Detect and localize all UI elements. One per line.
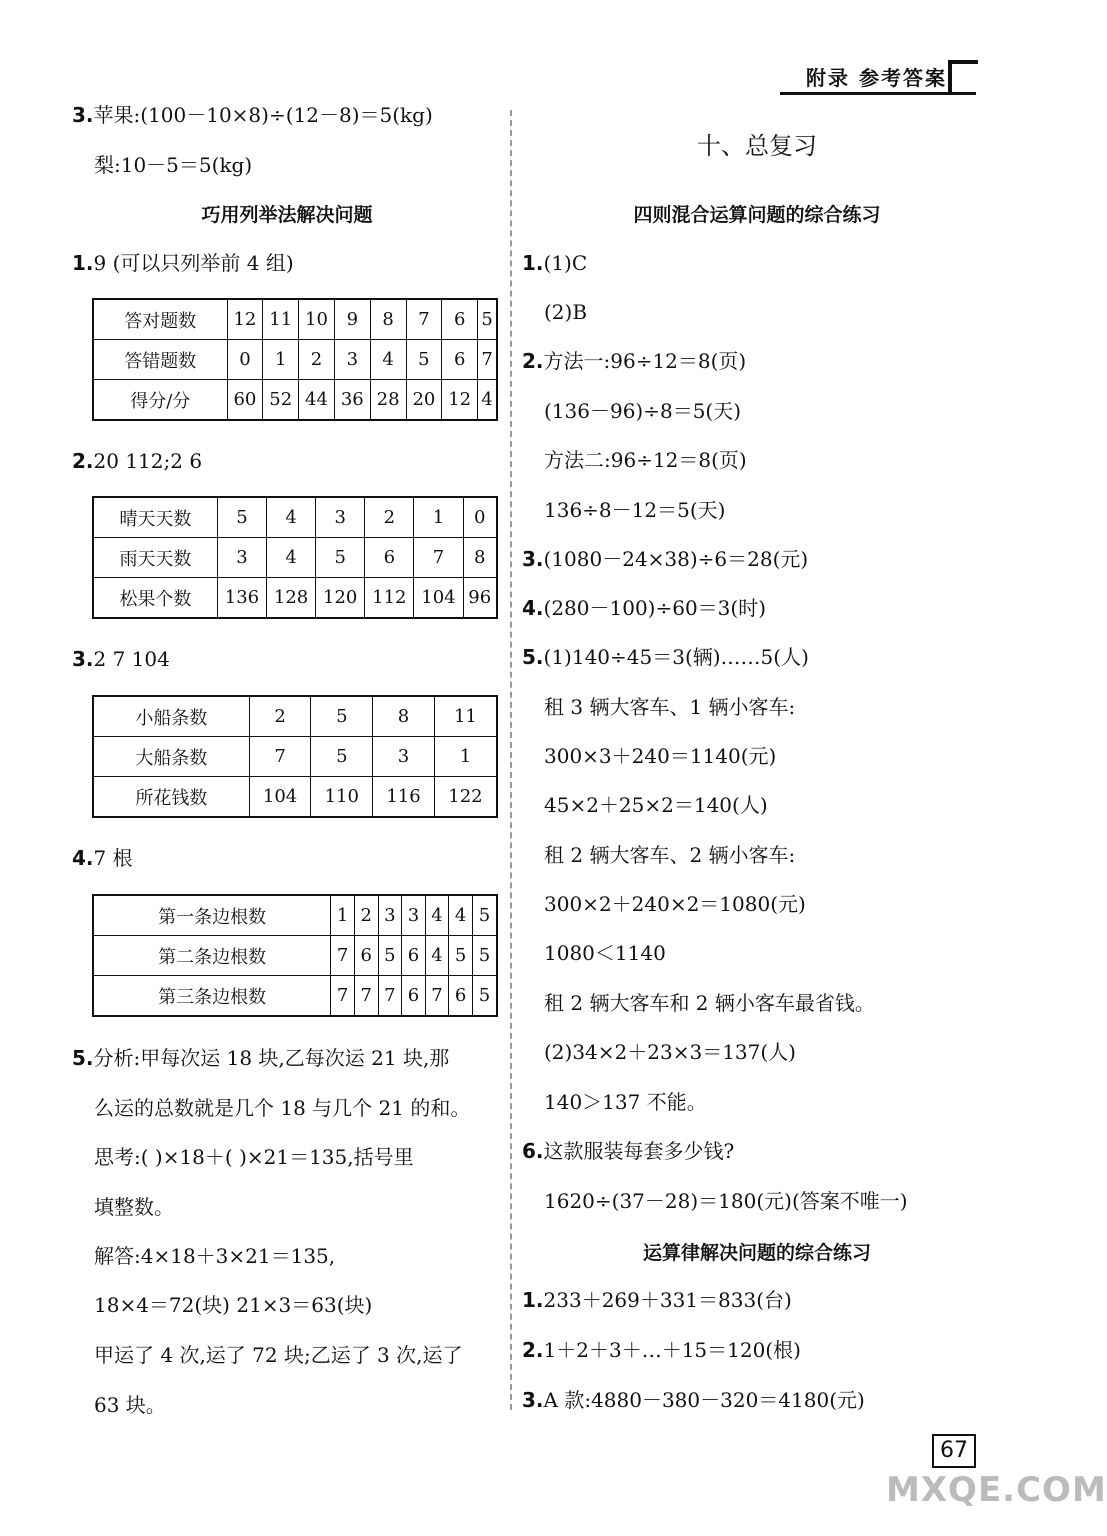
table-cell: 7 xyxy=(354,976,378,1017)
table-cell: 6 xyxy=(354,936,378,976)
table-cell: 44 xyxy=(299,380,335,421)
answer-line: 1.(1)C xyxy=(522,251,588,275)
answer-line: 1.233＋269＋331＝833(台) xyxy=(522,1288,792,1312)
answer-line: 租 3 辆大客车、1 辆小客车: xyxy=(544,695,796,719)
table-cell: 104 xyxy=(414,578,463,619)
table-cell: 6 xyxy=(442,299,478,340)
header-rule xyxy=(780,92,976,95)
row-header-cell: 晴天天数 xyxy=(93,497,217,538)
table-cell: 7 xyxy=(378,976,402,1017)
table-cell: 60 xyxy=(227,380,263,421)
table-cell: 2 xyxy=(354,895,378,936)
table-row xyxy=(93,299,497,340)
row-header-cell: 答错题数 xyxy=(93,340,227,380)
answer-line: 3.苹果:(100－10×8)÷(12－8)＝5(kg) xyxy=(72,103,433,127)
row-header-cell: 所花钱数 xyxy=(93,777,249,818)
answer-table-1 xyxy=(92,298,498,421)
watermark-logo: MXQE.COM xyxy=(886,1470,1107,1510)
answer-line: 甲运了 4 次,运了 72 块;乙运了 3 次,运了 xyxy=(94,1343,463,1367)
table-row xyxy=(93,737,497,777)
answer-line: 3.(1080－24×38)÷6＝28(元) xyxy=(522,547,809,571)
table-cell: 5 xyxy=(472,895,497,936)
table-cell: 11 xyxy=(263,299,299,340)
answer-line: 6.这款服装每套多少钱? xyxy=(522,1139,735,1163)
answer-line: 140＞137 不能。 xyxy=(544,1090,707,1114)
table-cell: 7 xyxy=(414,538,463,578)
answer-line: 2.方法一:96÷12＝8(页) xyxy=(522,349,747,373)
table-cell: 3 xyxy=(316,497,365,538)
table-cell: 3 xyxy=(402,895,426,936)
table-cell: 9 xyxy=(334,299,370,340)
table-cell: 7 xyxy=(478,340,497,380)
answer-line: 方法二:96÷12＝8(页) xyxy=(544,448,747,472)
table-cell: 2 xyxy=(299,340,335,380)
table-cell: 12 xyxy=(442,380,478,421)
answer-line: 3.2 7 104 xyxy=(72,647,170,671)
answer-line: (136－96)÷8＝5(天) xyxy=(544,399,742,423)
table-cell: 4 xyxy=(449,895,473,936)
row-header-cell: 大船条数 xyxy=(93,737,249,777)
table-row xyxy=(93,538,497,578)
answer-line: 2.20 112;2 6 xyxy=(72,449,203,473)
table-cell: 12 xyxy=(227,299,263,340)
table-row xyxy=(93,497,497,538)
answer-table-2 xyxy=(92,496,498,619)
table-cell: 11 xyxy=(434,696,497,737)
table-row xyxy=(93,777,497,818)
answer-line: 5.分析:甲每次运 18 块,乙每次运 21 块,那 xyxy=(72,1046,450,1070)
row-header-cell: 第一条边根数 xyxy=(93,895,331,936)
corner-mark-icon xyxy=(948,60,978,94)
table-cell: 116 xyxy=(373,777,435,818)
table-cell: 6 xyxy=(402,936,426,976)
table-cell: 128 xyxy=(267,578,316,619)
table-cell: 5 xyxy=(478,299,497,340)
row-header-cell: 松果个数 xyxy=(93,578,217,619)
table-cell: 20 xyxy=(406,380,442,421)
table-cell: 1 xyxy=(331,895,355,936)
table-cell: 3 xyxy=(334,340,370,380)
table-cell: 2 xyxy=(249,696,311,737)
table-cell: 5 xyxy=(449,936,473,976)
table-cell: 6 xyxy=(442,340,478,380)
row-header-cell: 得分/分 xyxy=(93,380,227,421)
table-cell: 3 xyxy=(217,538,266,578)
table-cell: 36 xyxy=(334,380,370,421)
table-row xyxy=(93,380,497,421)
answer-line: 梨:10－5＝5(kg) xyxy=(94,153,253,177)
answer-table-3 xyxy=(92,695,498,818)
table-cell: 6 xyxy=(402,976,426,1017)
table-cell: 2 xyxy=(365,497,414,538)
page-number: 67 xyxy=(932,1434,976,1468)
table-cell: 7 xyxy=(331,976,355,1017)
answer-line: 300×2＋240×2＝1080(元) xyxy=(544,892,806,916)
table-cell: 4 xyxy=(478,380,497,421)
table-cell: 120 xyxy=(316,578,365,619)
answer-line: 思考:( )×18＋( )×21＝135,括号里 xyxy=(94,1145,414,1169)
table-cell: 10 xyxy=(299,299,335,340)
table-cell: 112 xyxy=(365,578,414,619)
answer-line: 填整数。 xyxy=(94,1195,174,1219)
table-cell: 5 xyxy=(217,497,266,538)
answer-line: 136÷8－12＝5(天) xyxy=(544,498,726,522)
table-cell: 104 xyxy=(249,777,311,818)
column-divider xyxy=(510,110,512,1410)
table-row xyxy=(93,976,497,1017)
answer-line: (2)B xyxy=(544,300,588,324)
answer-line: 1.9 (可以只列举前 4 组) xyxy=(72,251,294,275)
row-header-cell: 雨天天数 xyxy=(93,538,217,578)
row-header-cell: 第三条边根数 xyxy=(93,976,331,1017)
table-cell: 5 xyxy=(472,976,497,1017)
answer-line: (2)34×2＋23×3＝137(人) xyxy=(544,1040,796,1064)
table-row xyxy=(93,895,497,936)
answer-line: 18×4＝72(块) 21×3＝63(块) xyxy=(94,1293,373,1317)
section-title: 四则混合运算问题的综合练习 xyxy=(633,204,881,226)
table-cell: 52 xyxy=(263,380,299,421)
table-cell: 4 xyxy=(370,340,406,380)
answer-line: 1620÷(37－28)＝180(元)(答案不唯一) xyxy=(544,1189,908,1213)
table-cell: 122 xyxy=(434,777,497,818)
row-header-cell: 答对题数 xyxy=(93,299,227,340)
table-cell: 8 xyxy=(373,696,435,737)
table-cell: 5 xyxy=(406,340,442,380)
table-row xyxy=(93,936,497,976)
table-cell: 3 xyxy=(378,895,402,936)
answer-line: 4.7 根 xyxy=(72,846,133,870)
table-cell: 4 xyxy=(425,895,449,936)
answer-line: 3.A 款:4880－380－320＝4180(元) xyxy=(522,1388,865,1412)
table-cell: 5 xyxy=(311,696,373,737)
table-cell: 4 xyxy=(425,936,449,976)
table-cell: 7 xyxy=(249,737,311,777)
table-cell: 28 xyxy=(370,380,406,421)
table-row xyxy=(93,696,497,737)
answer-table-4 xyxy=(92,894,498,1017)
answer-line: 5.(1)140÷45＝3(辆)……5(人) xyxy=(522,645,809,669)
table-cell: 6 xyxy=(449,976,473,1017)
table-cell: 96 xyxy=(463,578,497,619)
table-cell: 4 xyxy=(267,538,316,578)
table-cell: 0 xyxy=(227,340,263,380)
answer-line: 4.(280－100)÷60＝3(时) xyxy=(522,596,767,620)
answer-line: 解答:4×18＋3×21＝135, xyxy=(94,1244,336,1268)
table-cell: 7 xyxy=(425,976,449,1017)
table-cell: 6 xyxy=(365,538,414,578)
table-cell: 110 xyxy=(311,777,373,818)
row-header-cell: 小船条数 xyxy=(93,696,249,737)
answer-line: 租 2 辆大客车和 2 辆小客车最省钱。 xyxy=(544,991,875,1015)
table-cell: 5 xyxy=(378,936,402,976)
table-cell: 5 xyxy=(472,936,497,976)
table-cell: 8 xyxy=(463,538,497,578)
table-cell: 1 xyxy=(263,340,299,380)
table-cell: 1 xyxy=(434,737,497,777)
section-title: 巧用列举法解决问题 xyxy=(201,204,373,226)
table-row xyxy=(93,578,497,619)
section-title: 运算律解决问题的综合练习 xyxy=(642,1242,871,1264)
table-cell: 3 xyxy=(373,737,435,777)
answer-line: 1080＜1140 xyxy=(544,941,666,965)
answer-line: 45×2＋25×2＝140(人) xyxy=(544,793,768,817)
table-cell: 136 xyxy=(217,578,266,619)
answer-line: 2.1＋2＋3＋…＋15＝120(根) xyxy=(522,1338,801,1362)
chapter-title: 十、总复习 xyxy=(697,132,817,160)
answer-line: 63 块。 xyxy=(94,1393,166,1417)
table-cell: 7 xyxy=(406,299,442,340)
table-row xyxy=(93,340,497,380)
row-header-cell: 第二条边根数 xyxy=(93,936,331,976)
header-text: 附录 参考答案 xyxy=(806,66,947,90)
table-cell: 5 xyxy=(316,538,365,578)
table-cell: 7 xyxy=(331,936,355,976)
table-cell: 0 xyxy=(463,497,497,538)
answer-line: 租 2 辆大客车、2 辆小客车: xyxy=(544,843,796,867)
table-cell: 5 xyxy=(311,737,373,777)
answer-line: 么运的总数就是几个 18 与几个 21 的和。 xyxy=(94,1096,471,1120)
answer-line: 300×3＋240＝1140(元) xyxy=(544,744,777,768)
table-cell: 8 xyxy=(370,299,406,340)
table-cell: 1 xyxy=(414,497,463,538)
table-cell: 4 xyxy=(267,497,316,538)
